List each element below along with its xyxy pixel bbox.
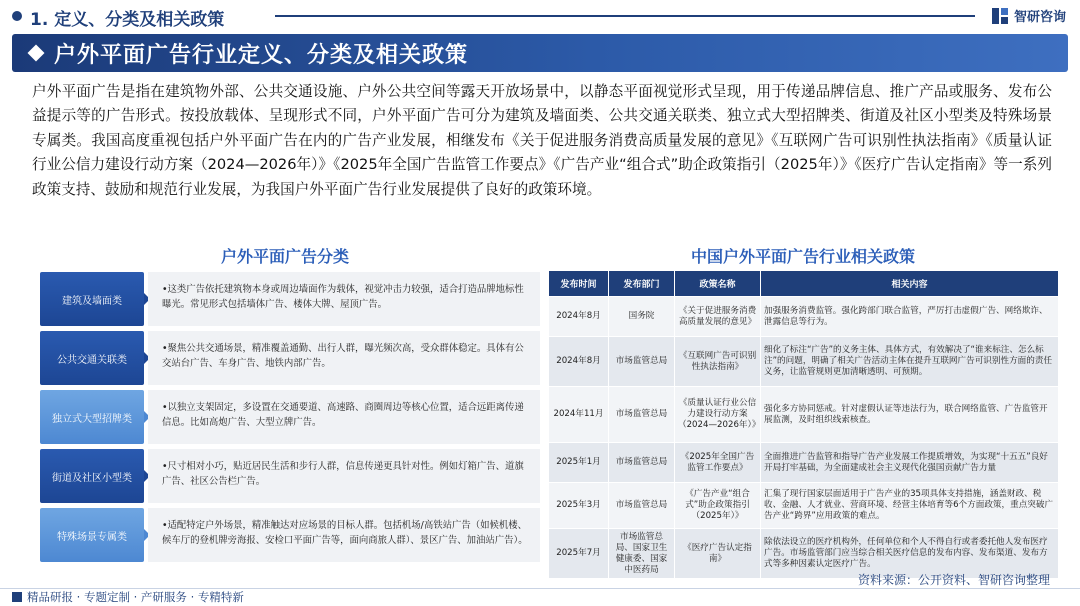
table-row — [549, 387, 1059, 443]
header-divider — [275, 15, 975, 17]
category-description: •这类广告依托建筑物本身或周边墙面作为载体，视觉冲击力较强，适合打造品牌地标性曝光。常见形式包括墙体广告、楼体大牌、屋顶广告。 — [148, 272, 540, 326]
cell-date: 2024年8月 — [549, 297, 609, 337]
category-item — [40, 449, 540, 503]
column-header: 政策名称 — [675, 271, 761, 297]
cell-policy-name: 《互联网广告可识别性执法指南》 — [675, 337, 761, 387]
table-row — [549, 483, 1059, 529]
cell-content: 除依法设立的医疗机构外，任何单位和个人不得自行或者委托他人发布医疗广告。市场监管部门应当综合相关医疗信息的发布内容、发布渠道、发布方式等多种因素认定医疗广告。 — [761, 529, 1059, 579]
footer — [12, 589, 244, 605]
cell-dept: 市场监管总局 — [609, 387, 675, 443]
cell-content: 汇集了现行国家层面适用于广告产业的35项具体支持措施，涵盖财政、税收、金融、人才就业、营商环境、经营主体培育等6个方面政策，重点突破广告产业“跨界”应用政策的难点。 — [761, 483, 1059, 529]
cell-date: 2024年11月 — [549, 387, 609, 443]
table-header-row — [549, 271, 1059, 297]
cell-date: 2025年3月 — [549, 483, 609, 529]
cell-date: 2025年1月 — [549, 443, 609, 483]
section-title: 1. 定义、分类及相关政策 — [30, 10, 225, 30]
category-item — [40, 390, 540, 444]
cell-dept: 市场监管总局、国家卫生健康委、国家中医药局 — [609, 529, 675, 579]
table-row — [549, 337, 1059, 387]
table-row — [549, 297, 1059, 337]
cell-dept: 市场监管总局 — [609, 337, 675, 387]
cell-dept: 市场监管总局 — [609, 443, 675, 483]
cell-policy-name: 《医疗广告认定指南》 — [675, 529, 761, 579]
category-description: •适配特定户外场景，精准触达对应场景的目标人群。包括机场/高铁站广告（如候机楼、候车厅的登机牌旁海报、安检口平面广告等，面向商旅人群）、景区广告、加油站广告）。 — [148, 508, 540, 562]
column-header: 发布部门 — [609, 271, 675, 297]
policy-table — [548, 270, 1059, 579]
category-label: 建筑及墙面类 — [40, 272, 144, 326]
policy-heading: 中国户外平面广告行业相关政策 — [690, 247, 915, 266]
top-bar — [0, 0, 1080, 32]
column-header: 发布时间 — [549, 271, 609, 297]
category-description: •聚焦公共交通场景，精准覆盖通勤、出行人群，曝光频次高，受众群体稳定。具体有公交站台广告、车身广告、地铁内部广告。 — [148, 331, 540, 385]
category-item — [40, 272, 540, 326]
cell-content: 强化多方协同惩戒。针对虚假认证等违法行为，联合网络监管、广告监管开展监测，及时组织线索核查。 — [761, 387, 1059, 443]
cell-policy-name: 《质量认证行业公信力建设行动方案（2024—2026年）》 — [675, 387, 761, 443]
cell-dept: 市场监管总局 — [609, 483, 675, 529]
category-label: 特殊场景专属类 — [40, 508, 144, 562]
logo-text: 智研咨询 — [1013, 10, 1066, 25]
title-banner — [12, 34, 1068, 72]
diamond-icon — [28, 45, 45, 62]
category-item — [40, 331, 540, 385]
classification-heading: 户外平面广告分类 — [220, 247, 349, 266]
cell-policy-name: 《广告产业“组合式”助企政策指引（2025年）》 — [675, 483, 761, 529]
cell-date: 2025年7月 — [549, 529, 609, 579]
cell-policy-name: 《关于促进服务消费高质量发展的意见》 — [675, 297, 761, 337]
brand-logo — [991, 6, 1066, 25]
footer-square-icon — [12, 592, 22, 602]
cell-content: 全面推进广告监管和指导广告产业发展工作提质增效，为实现“十五五”良好开局打牢基础，为全面建成社会主义现代化强国贡献广告力量 — [761, 443, 1059, 483]
cell-content: 细化了标注“广告”的义务主体、具体方式，有效解决了“谁来标注、怎么标注”的问题，明确了相关广告活动主体在提升互联网广告可识别性方面的责任义务，让监管规则更加清晰透明、可预期。 — [761, 337, 1059, 387]
column-header: 相关内容 — [761, 271, 1059, 297]
category-label: 独立式大型招牌类 — [40, 390, 144, 444]
cell-date: 2024年8月 — [549, 337, 609, 387]
page-title: 户外平面广告行业定义、分类及相关政策 — [54, 43, 469, 68]
footer-text: 精品研报 · 专题定制 · 产研服务 · 专精特新 — [27, 590, 244, 604]
source-note: 资料来源：公开资料、智研咨询整理 — [857, 573, 1050, 587]
cell-content: 加强服务消费监管。强化跨部门联合监管，严厉打击虚假广告、网络欺诈、泄露信息等行为。 — [761, 297, 1059, 337]
table-row — [549, 443, 1059, 483]
bullet-dot-icon — [12, 11, 22, 21]
category-description: •尺寸相对小巧，贴近居民生活和步行人群，信息传递更具针对性。例如灯箱广告、道旗广告、社区公告栏广告。 — [148, 449, 540, 503]
cell-dept: 国务院 — [609, 297, 675, 337]
category-description: •以独立支架固定，多设置在交通要道、高速路、商圈周边等核心位置，适合远距离传递信息。比如高炮广告、大型立牌广告。 — [148, 390, 540, 444]
zhiyan-logo-icon — [991, 7, 1009, 25]
category-item — [40, 508, 540, 562]
intro-paragraph: 户外平面广告是指在建筑物外部、公共交通设施、户外公共空间等露天开放场景中，以静态平面视觉形式呈现，用于传递品牌信息、推广产品或服务、发布公益提示等的广告形式。按投放载体、呈现形式不同，户外平面广告可分为建筑及墙面类、公共交通关联类、独立式大型招牌类、街道及社区小型类及特殊场景专属类。我国高度重视包括户外平面广告在内的广告产业发展，相继发布《关于促进服务消费高质量发展的意见》《互联网广告可识别性执法指南》《质量认证行业公信力建设行动方案（2024—2026年）》《2025年全国广告监管工作要点》《广告产业“组合式”助企政策指引（2025年）》《医疗广告认定指南》等一系列政策支持、鼓励和规范行业发展，为我国户外平面广告行业发展提供了良好的政策环境。 — [32, 83, 1052, 198]
category-label: 街道及社区小型类 — [40, 449, 144, 503]
category-label: 公共交通关联类 — [40, 331, 144, 385]
cell-policy-name: 《2025年全国广告监管工作要点》 — [675, 443, 761, 483]
